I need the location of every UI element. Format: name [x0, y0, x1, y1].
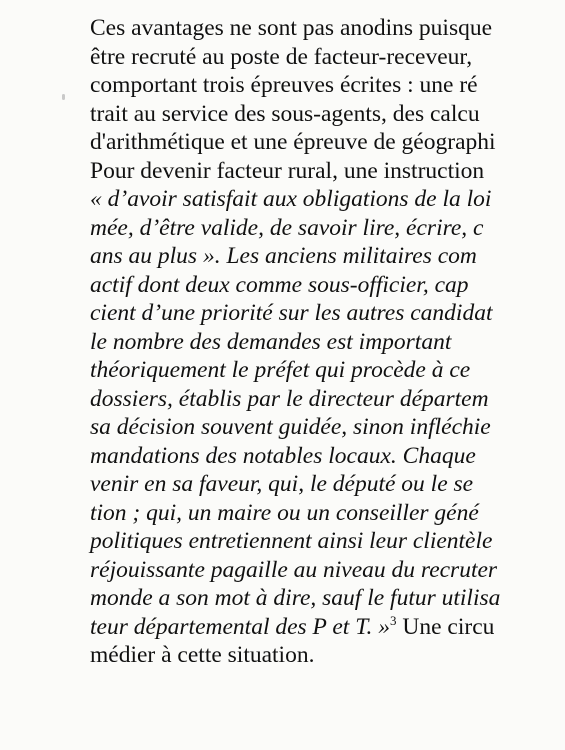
text-line	[90, 157, 565, 186]
italic-quote-segment: le nombre des demandes est important	[90, 328, 452, 355]
text-line	[90, 442, 565, 471]
italic-quote-segment: dossiers, établis par le directeur départem	[90, 385, 489, 412]
text-line	[90, 242, 565, 271]
text-segment: trait au service des sous-agents, des calcu	[90, 100, 480, 127]
text-segment: Une circu	[396, 613, 495, 640]
text-line	[90, 185, 565, 214]
italic-quote-segment: ans au plus ». Les anciens militaires com	[90, 243, 477, 269]
italic-quote-segment: teur départemental des P et T. »	[90, 613, 391, 640]
text-line	[90, 356, 565, 385]
text-line	[90, 328, 565, 357]
text-segment: médier à cette situation.	[90, 642, 315, 668]
italic-quote-segment: venir en sa faveur, qui, le député ou le se	[90, 471, 474, 497]
italic-quote-segment: mandations des notables locaux. Chaque	[90, 442, 476, 469]
text-segment: d'arithmétique et une épreuve de géographi	[90, 129, 496, 155]
text-line	[90, 100, 565, 129]
text-line	[90, 470, 565, 499]
text-line	[90, 43, 565, 72]
italic-quote-segment: politiques entretiennent ainsi leur clientèle	[90, 528, 493, 554]
text-line	[90, 71, 565, 100]
italic-quote-segment: cient d’une priorité sur les autres candidat	[90, 300, 493, 326]
text-line	[90, 584, 565, 613]
text-line	[90, 556, 565, 585]
scan-speck	[62, 94, 65, 100]
text-line	[90, 527, 565, 556]
text-line	[90, 385, 565, 414]
paragraph-text	[90, 14, 565, 670]
italic-quote-segment: tion ; qui, un maire ou un conseiller géné	[90, 499, 479, 526]
text-line	[90, 128, 565, 157]
text-line	[90, 613, 565, 642]
text-line	[90, 413, 565, 442]
text-segment: Ces avantages ne sont pas anodins puisque	[90, 15, 493, 41]
text-line	[90, 214, 565, 243]
italic-quote-segment: théoriquement le préfet qui procède à ce	[90, 357, 471, 383]
text-segment: Pour devenir facteur rural, une instruction	[90, 157, 485, 184]
text-line	[90, 641, 565, 670]
italic-quote-segment: « d’avoir satisfait aux obligations de la loi	[90, 186, 492, 212]
italic-quote-segment: mée, d’être valide, de savoir lire, écrire, c	[90, 214, 484, 241]
italic-quote-segment: actif dont deux comme sous-officier, cap	[90, 271, 469, 298]
italic-quote-segment: sa décision souvent guidée, sinon infléchie	[90, 414, 491, 440]
footnote-marker: 3	[390, 612, 397, 628]
italic-quote-segment: réjouissante pagaille au niveau du recruter	[90, 556, 498, 583]
text-line	[90, 299, 565, 328]
text-segment: être recruté au poste de facteur-receveur,	[90, 43, 473, 70]
italic-quote-segment: monde a son mot à dire, sauf le futur utilisa	[90, 585, 501, 611]
text-line	[90, 271, 565, 300]
text-segment: comportant trois épreuves écrites : une ré	[90, 72, 478, 98]
text-line	[90, 14, 565, 43]
text-line	[90, 499, 565, 528]
